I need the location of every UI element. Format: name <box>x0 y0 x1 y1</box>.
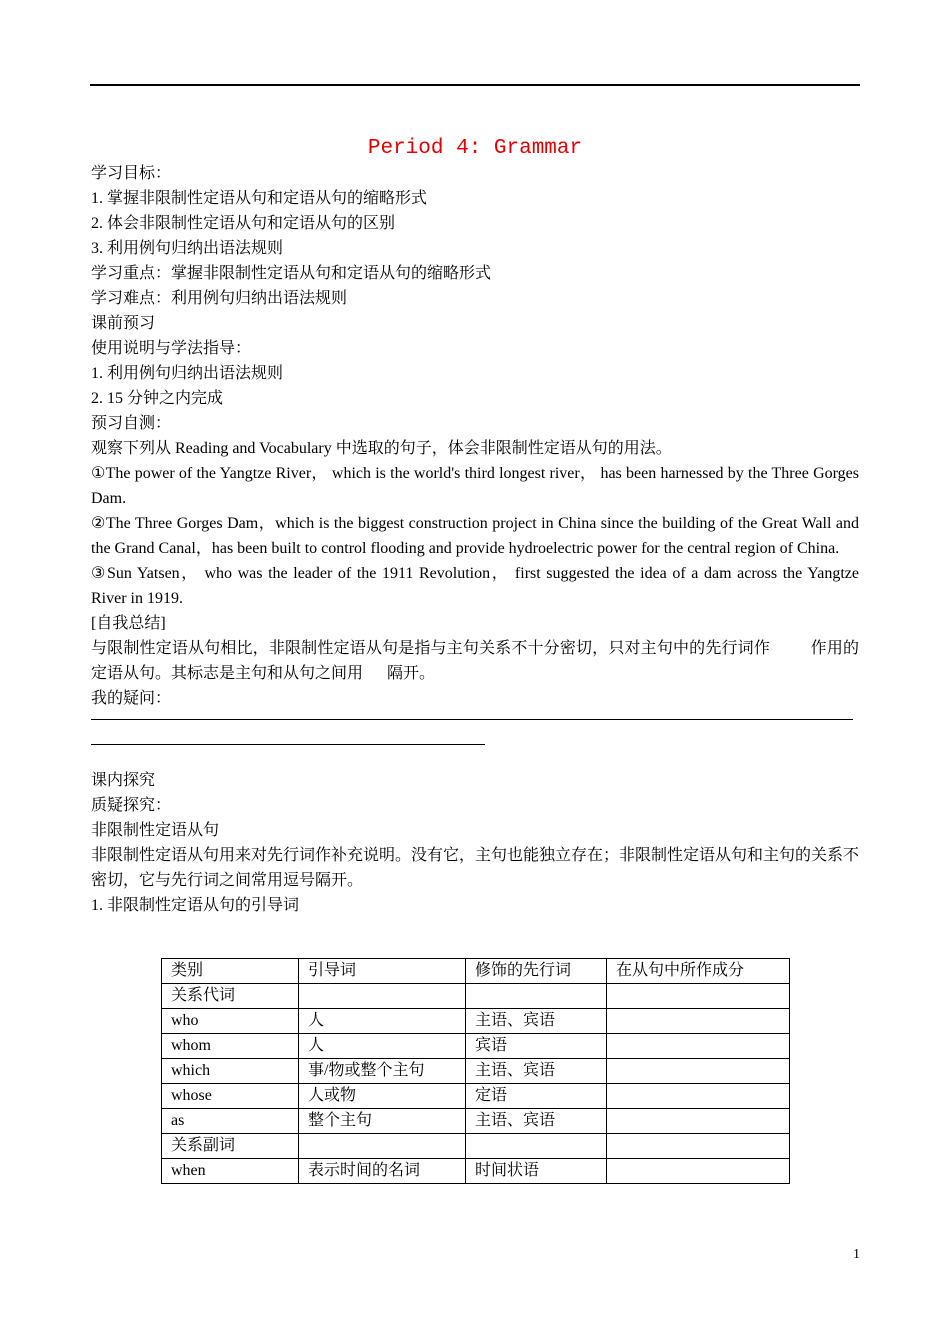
table-cell: when <box>162 1159 299 1184</box>
preview-heading: 课前预习 <box>91 315 156 332</box>
table-cell: whose <box>162 1084 299 1109</box>
table-cell <box>607 1009 790 1034</box>
table-row <box>162 1009 790 1034</box>
table-row <box>162 1084 790 1109</box>
self-test-heading: 预习自测： <box>91 415 172 432</box>
table-cell: 主语、宾语 <box>466 1059 607 1084</box>
instructions-heading: 使用说明与学法指导： <box>91 340 252 357</box>
table-header-cell: 修饰的先行词 <box>466 959 607 984</box>
answer-blank-area <box>91 719 859 768</box>
answer-blank-line-2 <box>91 744 485 745</box>
questions-heading: 我的疑问： <box>91 690 172 707</box>
table-cell <box>607 1109 790 1134</box>
table-cell: 整个主句 <box>299 1109 466 1134</box>
table-cell <box>299 984 466 1009</box>
summary-heading: [自我总结] <box>91 615 166 632</box>
table-cell: 主语、宾语 <box>466 1009 607 1034</box>
page-title: Period 4: Grammar <box>367 137 583 160</box>
summary-text: 与限制性定语从句相比，非限制性定语从句是指与主句关系不十分密切，只对主句中的先行词作 作用的定语从句。其标志是主句和从句之间用 隔开。 <box>91 640 859 682</box>
table-row <box>162 1059 790 1084</box>
answer-blank-line-1 <box>91 719 853 720</box>
table-row <box>162 1159 790 1184</box>
header-rule <box>90 84 860 86</box>
table-cell <box>607 1134 790 1159</box>
instruction-item-2: 2. 15 分钟之内完成 <box>91 390 224 407</box>
table-row <box>162 984 790 1009</box>
table-cell <box>466 984 607 1009</box>
table-cell: 主语、宾语 <box>466 1109 607 1134</box>
table-cell <box>607 1084 790 1109</box>
goal-item-2: 2. 体会非限制性定语从句和定语从句的区别 <box>91 215 396 232</box>
table-cell: whom <box>162 1034 299 1059</box>
goal-item-1: 1. 掌握非限制性定语从句和定语从句的缩略形式 <box>91 190 428 207</box>
table-header-cell: 在从句中所作成分 <box>607 959 790 984</box>
example-sentence-2: ②The Three Gorges Dam，which is the biggest construction project in China since the building of the Great Wall and the Grand Canal，has been built to control flooding and provide hydroelectric power for the central region of China. <box>91 515 860 557</box>
table-row <box>162 1034 790 1059</box>
example-sentence-3: ③Sun Yatsen， who was the leader of the 1911 Revolution， first suggested the idea of a dam across the Yangtze River in 1919. <box>91 565 859 607</box>
table-cell <box>607 1034 790 1059</box>
table-cell: 定语 <box>466 1084 607 1109</box>
table-cell: as <box>162 1109 299 1134</box>
table-header-row <box>162 959 790 984</box>
difficult-point: 学习难点：利用例句归纳出语法规则 <box>91 290 348 307</box>
in-class-heading: 课内探究 <box>91 772 156 789</box>
relative-words-table <box>161 958 790 1184</box>
topic-heading: 非限制性定语从句 <box>91 822 220 839</box>
table-cell <box>607 1059 790 1084</box>
table-cell: which <box>162 1059 299 1084</box>
table-header-cell: 类别 <box>162 959 299 984</box>
instruction-item-1: 1. 利用例句归纳出语法规则 <box>91 365 284 382</box>
example-sentence-1: ①The power of the Yangtze River， which is the world's third longest river， has been harnessed by the Three Gorges Dam. <box>91 465 859 507</box>
learning-goals-heading: 学习目标： <box>91 165 172 182</box>
table-cell <box>466 1134 607 1159</box>
table-cell: 事/物或整个主句 <box>299 1059 466 1084</box>
table-row <box>162 1134 790 1159</box>
table-cell: 关系副词 <box>162 1134 299 1159</box>
section-1-heading: 1. 非限制性定语从句的引导词 <box>91 897 300 914</box>
observe-instruction: 观察下列从 Reading and Vocabulary 中选取的句子，体会非限制性定语从句的用法。 <box>91 440 672 457</box>
page-number: 1 <box>853 1247 860 1262</box>
table-cell: 时间状语 <box>466 1159 607 1184</box>
table-cell: 人 <box>299 1009 466 1034</box>
inquiry-heading: 质疑探究： <box>91 797 172 814</box>
table-cell: 关系代词 <box>162 984 299 1009</box>
table-cell: 表示时间的名词 <box>299 1159 466 1184</box>
table-header-cell: 引导词 <box>299 959 466 984</box>
table-cell <box>607 984 790 1009</box>
key-point: 学习重点：掌握非限制性定语从句和定语从句的缩略形式 <box>91 265 492 282</box>
table-row <box>162 1109 790 1134</box>
table-cell: 宾语 <box>466 1034 607 1059</box>
table-cell: 人或物 <box>299 1084 466 1109</box>
table-cell: 人 <box>299 1034 466 1059</box>
document-body <box>91 161 859 918</box>
table-cell <box>299 1134 466 1159</box>
table-cell <box>607 1159 790 1184</box>
table-cell: who <box>162 1009 299 1034</box>
explanation-text: 非限制性定语从句用来对先行词作补充说明。没有它，主句也能独立存在；非限制性定语从句和主句的关系不密切，它与先行词之间常用逗号隔开。 <box>91 847 860 889</box>
goal-item-3: 3. 利用例句归纳出语法规则 <box>91 240 284 257</box>
